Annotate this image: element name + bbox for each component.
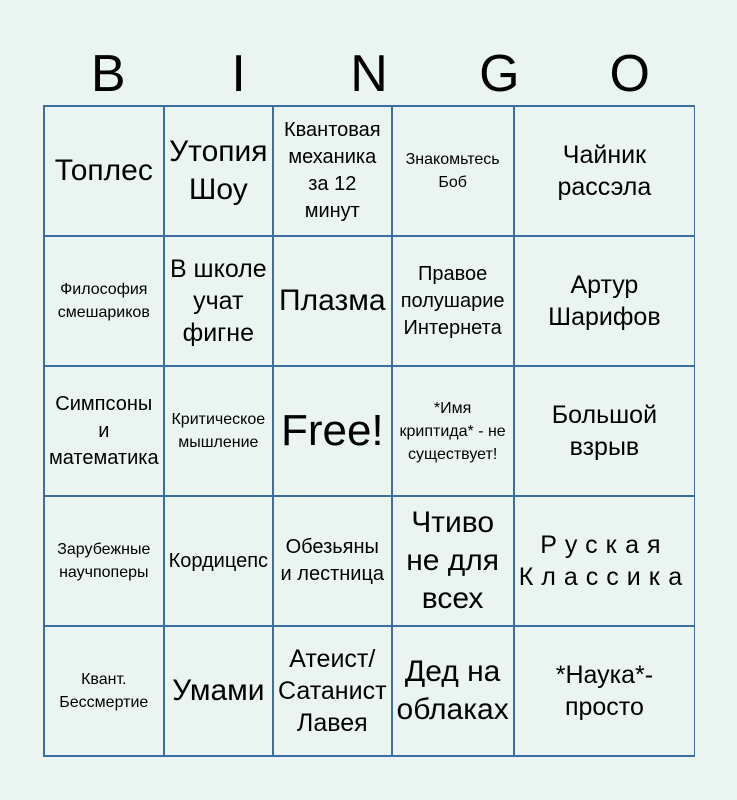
cell-text: *Имя криптида* - не существует! — [399, 399, 506, 463]
bingo-cell[interactable] — [392, 106, 514, 236]
bingo-header — [43, 42, 695, 106]
bingo-cell[interactable] — [514, 366, 695, 496]
cell-text: Утопия Шоу — [169, 135, 268, 206]
cell-text: В школе учат фигне — [169, 255, 267, 347]
bingo-cell[interactable] — [392, 626, 514, 756]
cell-text: Симпсоны и математика — [49, 392, 159, 469]
cell-text: Атеист/Сатанист Лавея — [278, 645, 387, 737]
bingo-cell[interactable] — [164, 496, 273, 626]
bingo-cell[interactable] — [514, 626, 695, 756]
cell-text: Артур Шарифов — [548, 271, 661, 331]
bingo-cell[interactable] — [514, 236, 695, 366]
cell-text: Чтиво не для всех — [406, 506, 500, 615]
bingo-cell[interactable] — [44, 496, 164, 626]
cell-text: Философия смешариков — [57, 281, 150, 321]
cell-text: Знакомьтесь Боб — [405, 151, 500, 191]
bingo-cell[interactable] — [44, 106, 164, 236]
bingo-board — [43, 105, 695, 757]
bingo-cell[interactable] — [164, 106, 273, 236]
cell-text: Большой взрыв — [551, 401, 658, 461]
bingo-cell[interactable] — [44, 366, 164, 496]
cell-text: Квант. Бессмертие — [59, 671, 149, 711]
cell-text: Зарубежные научпоперы — [57, 541, 151, 581]
bingo-cell[interactable] — [273, 626, 391, 756]
bingo-cell[interactable] — [164, 236, 273, 366]
bingo-cell[interactable] — [514, 496, 695, 626]
cell-text: Дед на облаках — [396, 655, 509, 726]
header-letter-i: I — [231, 45, 246, 103]
cell-text: Обезьяны и лестница — [280, 536, 385, 585]
bingo-cell[interactable] — [44, 236, 164, 366]
bingo-cell[interactable] — [392, 236, 514, 366]
cell-text: Топлес — [54, 154, 153, 187]
header-letter-g: G — [479, 45, 520, 103]
bingo-cell[interactable] — [514, 106, 695, 236]
cell-text: Квантовая механика за 12 минут — [283, 119, 381, 222]
cell-text: Руская Классика — [518, 531, 691, 591]
cell-text: Правое полушарие Интернета — [400, 262, 505, 339]
bingo-cell[interactable] — [273, 236, 391, 366]
bingo-cell-free[interactable] — [273, 366, 391, 496]
bingo-cell[interactable] — [164, 366, 273, 496]
bingo-cell[interactable] — [44, 626, 164, 756]
header-letter-b: B — [90, 45, 126, 103]
bingo-cell[interactable] — [392, 366, 514, 496]
header-letter-n: N — [350, 45, 388, 103]
cell-text: Кордицепс — [168, 549, 269, 572]
cell-text: *Наука*- просто — [555, 661, 654, 721]
bingo-cell[interactable] — [392, 496, 514, 626]
header-letter-o: O — [609, 45, 650, 103]
bingo-cell[interactable] — [164, 626, 273, 756]
cell-text: Free! — [280, 406, 384, 455]
bingo-cell[interactable] — [273, 496, 391, 626]
cell-text: Плазма — [279, 284, 386, 317]
bingo-cell[interactable] — [273, 106, 391, 236]
cell-text: Критическое мышление — [171, 411, 266, 451]
cell-text: Чайник рассэла — [557, 141, 652, 201]
cell-text: Умами — [172, 674, 265, 707]
